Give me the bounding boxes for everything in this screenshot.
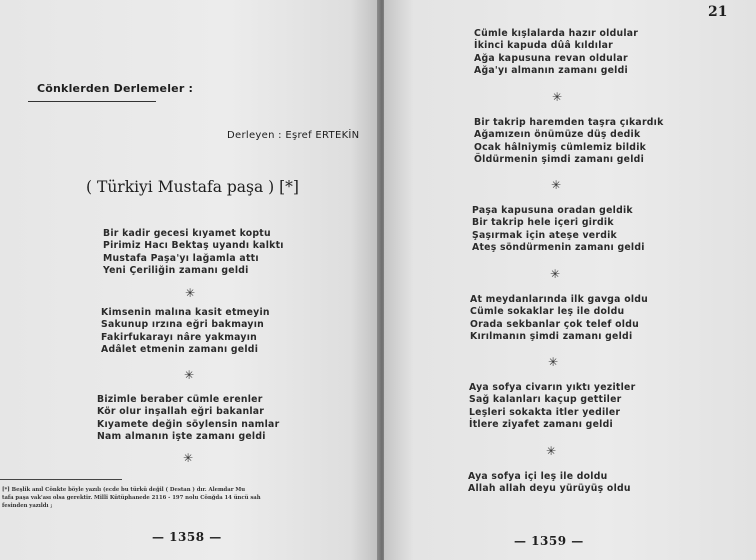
verse-line: Ateş söndürmenin zamanı geldi [472, 241, 645, 253]
stanza-separator: ✳ [550, 267, 561, 281]
verse-line: Ocak hâlniymiş cümlemiz bildik [474, 141, 647, 153]
verse-line: Allah allah deyu yürüyüş oldu [468, 483, 631, 495]
verse-line: Pirimiz Hacı Bektaş uyandı kalktı [103, 240, 284, 252]
verse-line: Şaşırmak için ateşe verdik [472, 229, 617, 241]
verse-line: Cümle sokaklar leş ile doldu [470, 306, 625, 318]
verse-line: Bir takrip haremden taşra çıkardık [474, 117, 664, 128]
section-heading: Cönklerden Derlemeler : [37, 82, 194, 95]
verse-line: Aya sofya civarın yıktı yezitler [469, 382, 636, 393]
stanza-1 [103, 228, 284, 277]
compiler-credit: Derleyen : Eşref ERTEKİN [227, 130, 360, 141]
verse-line: Orada sekbanlar çok telef oldu [470, 318, 639, 330]
page-number: — 1358 — [152, 530, 222, 544]
verse-line: Kıyamete değin söylensin namlar [97, 418, 280, 430]
verse-line: Ağa kapusuna revan oldular [474, 52, 628, 64]
verse-line: Ağa'yı almanın zamanı geldi [474, 64, 628, 76]
footnote-rule [0, 479, 122, 480]
stanza-4 [470, 294, 648, 343]
verse-line: Nam almanın işte zamanı geldi [97, 430, 266, 442]
verse-line: Öldürmenin şimdi zamanı geldi [474, 153, 645, 165]
stanza-3 [97, 394, 279, 443]
verse-line: Kör olur inşallah eğri bakanlar [97, 406, 265, 418]
stanza-separator: ✳ [185, 286, 196, 300]
verse-line: Sağ kalanları kaçup gettiler [469, 394, 622, 406]
poem-title: ( Türkiyi Mustafa paşa ) [*] [86, 178, 299, 196]
verse-line: İkinci kapuda dûâ kıldılar [474, 40, 614, 52]
right-page [384, 0, 756, 560]
verse-line: Sakunup ırzına eğri bakmayın [101, 319, 265, 331]
verse-line: Paşa kapusuna oradan geldik [472, 205, 633, 216]
stanza-2 [474, 117, 664, 166]
verse-line: Yeni Çeriliğin zamanı geldi [103, 264, 249, 276]
verse-line: Bizimle beraber cümle erenler [97, 394, 263, 405]
corner-number: 21 [708, 4, 728, 20]
stanza-separator: ✳ [546, 444, 557, 458]
footnote-line: fesinden yazıldı ; [2, 503, 53, 509]
verse-line: At meydanlarında ilk gavga oldu [470, 294, 649, 305]
footnote-line: [*] Beşlik anıl Cönkte böyle yazılı (ecde bu türkü değil ( Destan ) dır. Alemdar Mu [2, 487, 246, 493]
verse-line: Bir takrip hele içeri girdik [472, 217, 614, 229]
stanza-1 [474, 28, 638, 77]
page-number: — 1359 — [514, 534, 584, 548]
stanza-separator: ✳ [548, 355, 559, 369]
verse-line: Mustafa Paşa'yı lağamla attı [103, 252, 259, 264]
verse-line: Bir kadir gecesi kıyamet koptu [103, 228, 271, 239]
verse-line: Kırılmanın şimdi zamanı geldi [470, 330, 633, 342]
verse-line: Ağamızeın önümüze düş dedik [474, 129, 641, 141]
verse-line: Adâlet etmenin zamanı geldi [101, 343, 259, 355]
verse-line: Aya sofya içi leş ile doldu [468, 471, 608, 482]
verse-line: Fakirfukarayı nâre yakmayın [101, 331, 258, 343]
verse-line: Leşleri sokakta itler yediler [469, 406, 621, 418]
stanza-separator: ✳ [552, 90, 563, 104]
stanza-separator: ✳ [184, 368, 195, 382]
heading-underline [28, 101, 156, 102]
stanza-separator: ✳ [551, 178, 562, 192]
footnote [2, 486, 374, 510]
stanza-6 [468, 471, 631, 496]
verse-line: Kimsenin malına kasit etmeyin [101, 307, 270, 318]
footnote-line: tafa paşa vak'ası olsa gerektir. Millî Kütüphanede 2116 - 197 nolu Cönğda 14 üncü sah [2, 495, 261, 501]
stanza-3 [472, 205, 645, 254]
stanza-2 [101, 307, 270, 356]
verse-line: İtlere ziyafet zamanı geldi [469, 418, 613, 430]
stanza-5 [469, 382, 635, 431]
stanza-separator: ✳ [183, 451, 194, 465]
verse-line: Cümle kışlalarda hazır oldular [474, 28, 639, 39]
